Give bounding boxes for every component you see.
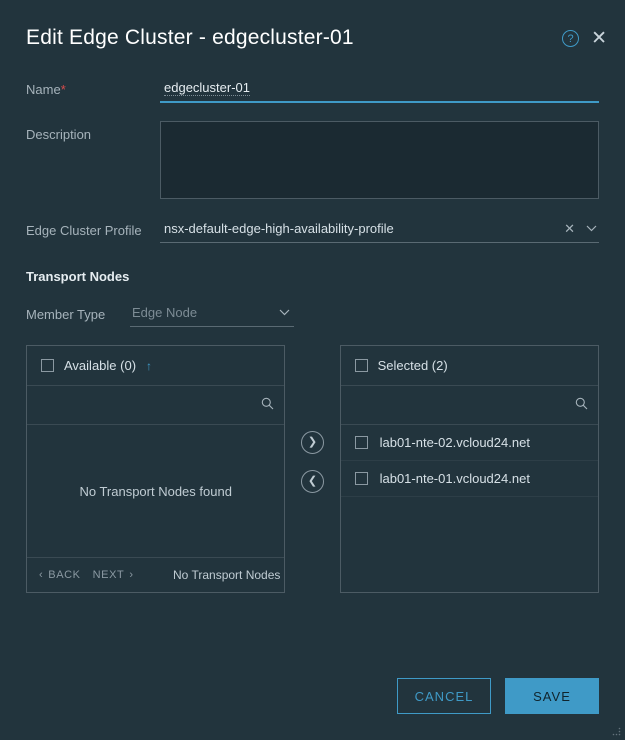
list-item-label: lab01-nte-02.vcloud24.net	[379, 435, 530, 450]
available-header-label: Available (0)	[64, 358, 137, 373]
title-actions	[562, 30, 607, 47]
pager-next-label: NEXT	[92, 569, 125, 581]
transport-nodes-dual-list	[26, 345, 599, 593]
list-item-checkbox[interactable]	[355, 472, 368, 485]
move-right-button[interactable]: ❯	[301, 431, 324, 454]
dialog-body	[0, 56, 625, 593]
chevron-down-glyph	[586, 225, 597, 232]
close-icon[interactable]: ✕	[591, 28, 607, 49]
member-type-select[interactable]	[130, 302, 294, 327]
available-select-all-checkbox[interactable]	[41, 359, 54, 372]
available-panel	[26, 345, 285, 593]
description-input[interactable]	[160, 121, 599, 199]
list-item-checkbox[interactable]	[355, 436, 368, 449]
description-row	[26, 121, 599, 199]
name-label	[26, 76, 160, 97]
name-input[interactable]	[160, 76, 599, 103]
name-row	[26, 76, 599, 103]
name-label-text: Name	[26, 82, 61, 97]
selected-select-all-checkbox[interactable]	[355, 359, 368, 372]
chevron-down-icon[interactable]	[279, 307, 290, 319]
selected-search-input[interactable]	[341, 386, 598, 424]
pager-next-button[interactable]	[87, 569, 140, 581]
selected-header	[341, 346, 598, 386]
selected-list-body	[341, 425, 598, 592]
edge-cluster-profile-row	[26, 217, 599, 243]
edge-cluster-profile-select[interactable]	[160, 217, 599, 243]
available-search-input[interactable]	[27, 386, 284, 424]
edge-cluster-profile-label: Edge Cluster Profile	[26, 223, 142, 238]
list-item-label: lab01-nte-01.vcloud24.net	[379, 471, 530, 486]
pager-back-label: BACK	[48, 569, 81, 581]
selected-panel	[340, 345, 599, 593]
cancel-button[interactable]: CANCEL	[397, 678, 491, 714]
member-type-row	[26, 302, 599, 327]
available-empty-message: No Transport Nodes found	[79, 483, 232, 499]
edge-cluster-profile-value: nsx-default-edge-high-availability-profile	[164, 221, 394, 236]
save-button[interactable]: SAVE	[505, 678, 599, 714]
move-left-button[interactable]: ❮	[301, 470, 324, 493]
available-header	[27, 346, 284, 386]
dialog-title-bar	[0, 0, 625, 56]
clear-icon[interactable]: ✕	[564, 220, 575, 236]
list-item[interactable]	[341, 461, 598, 497]
list-item[interactable]	[341, 425, 598, 461]
sort-ascending-icon[interactable]: ↑	[146, 358, 153, 373]
description-label: Description	[26, 127, 92, 142]
member-type-value: Edge Node	[132, 305, 198, 320]
transfer-buttons	[285, 345, 339, 493]
available-count-text: No Transport Nodes	[173, 568, 281, 582]
transport-nodes-heading: Transport Nodes	[26, 269, 130, 284]
resize-grip-icon	[611, 726, 621, 736]
available-list-body	[27, 425, 284, 557]
name-input-value: edgecluster-01	[164, 80, 250, 95]
page-title: Edit Edge Cluster - edgecluster-01	[26, 26, 354, 49]
required-marker: *	[60, 82, 66, 97]
chevron-right-icon: ›	[129, 569, 134, 581]
chevron-down-icon[interactable]	[586, 223, 597, 235]
available-pager	[27, 557, 284, 592]
available-search-row	[27, 386, 284, 425]
selected-header-label: Selected (2)	[377, 358, 448, 373]
dialog-footer	[397, 678, 599, 714]
pager-back-button[interactable]	[33, 569, 87, 581]
help-icon[interactable]: ?	[562, 30, 579, 47]
selected-search-row	[341, 386, 598, 425]
member-type-label: Member Type	[26, 307, 106, 322]
chevron-down-glyph	[279, 309, 290, 316]
resize-grip[interactable]	[611, 726, 621, 736]
chevron-left-icon: ‹	[39, 569, 44, 581]
